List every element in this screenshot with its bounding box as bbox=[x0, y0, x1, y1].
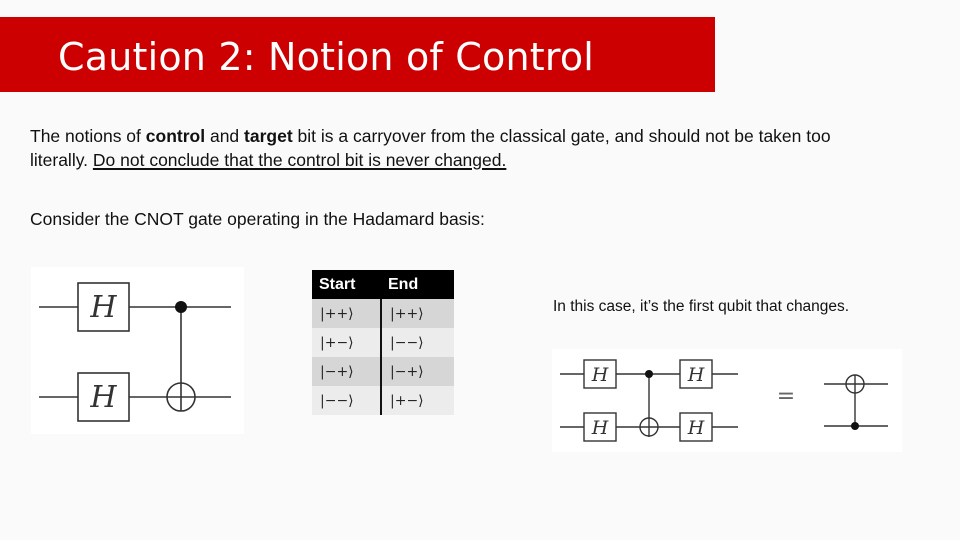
truth-table bbox=[312, 270, 454, 415]
title-bar bbox=[0, 17, 715, 92]
table-cell-end: |++⟩ bbox=[381, 299, 454, 328]
h-gate-top-label: H bbox=[90, 290, 117, 325]
h-gate-bottom-label: H bbox=[90, 380, 117, 415]
body-paragraph bbox=[30, 124, 890, 172]
consider-text: Consider the CNOT gate operating in the Hadamard basis: bbox=[30, 209, 485, 229]
control-dot-icon bbox=[851, 422, 859, 430]
header-start: Start bbox=[312, 270, 381, 299]
table-cell-start: |++⟩ bbox=[312, 299, 381, 328]
header-end: End bbox=[381, 270, 454, 299]
table-cell-end: |−+⟩ bbox=[381, 357, 454, 386]
first-qubit-note: In this case, it’s the first qubit that changes. bbox=[553, 298, 850, 315]
h-gate-label: H bbox=[687, 364, 705, 386]
paragraph-text-1: The notions of bbox=[30, 126, 146, 146]
table-row bbox=[312, 328, 454, 357]
table-row bbox=[312, 357, 454, 386]
table-cell-start: |+−⟩ bbox=[312, 328, 381, 357]
table-cell-end: |−−⟩ bbox=[381, 328, 454, 357]
circuit-diagram-left bbox=[31, 267, 244, 434]
h-gate-label: H bbox=[591, 417, 609, 439]
paragraph-text-3: bit is a carryover from the classical gate, and should not be taken too literally. bbox=[30, 126, 831, 170]
table-cell-start: |−−⟩ bbox=[312, 386, 381, 415]
paragraph-bold-control: control bbox=[145, 126, 206, 146]
paragraph-bold-target: target bbox=[244, 126, 293, 146]
equals-sign: = bbox=[776, 384, 796, 409]
slide-title: Caution 2: Notion of Control bbox=[58, 35, 595, 79]
table-cell-end: |+−⟩ bbox=[381, 386, 454, 415]
control-dot-icon bbox=[175, 301, 187, 313]
equivalence-circuit bbox=[552, 349, 902, 452]
table-row bbox=[312, 386, 454, 415]
h-gate-label: H bbox=[591, 364, 609, 386]
circuit-diagram-right bbox=[552, 349, 902, 452]
table-header-row bbox=[312, 270, 454, 299]
control-dot-icon bbox=[645, 370, 653, 378]
underlined-warning: Do not conclude that the control bit is never changed. bbox=[92, 150, 507, 170]
h-gate-label: H bbox=[687, 417, 705, 439]
paragraph-text-2: and bbox=[205, 126, 245, 146]
hadamard-cnot-circuit bbox=[31, 267, 244, 434]
table-cell-start: |−+⟩ bbox=[312, 357, 381, 386]
table-row bbox=[312, 299, 454, 328]
